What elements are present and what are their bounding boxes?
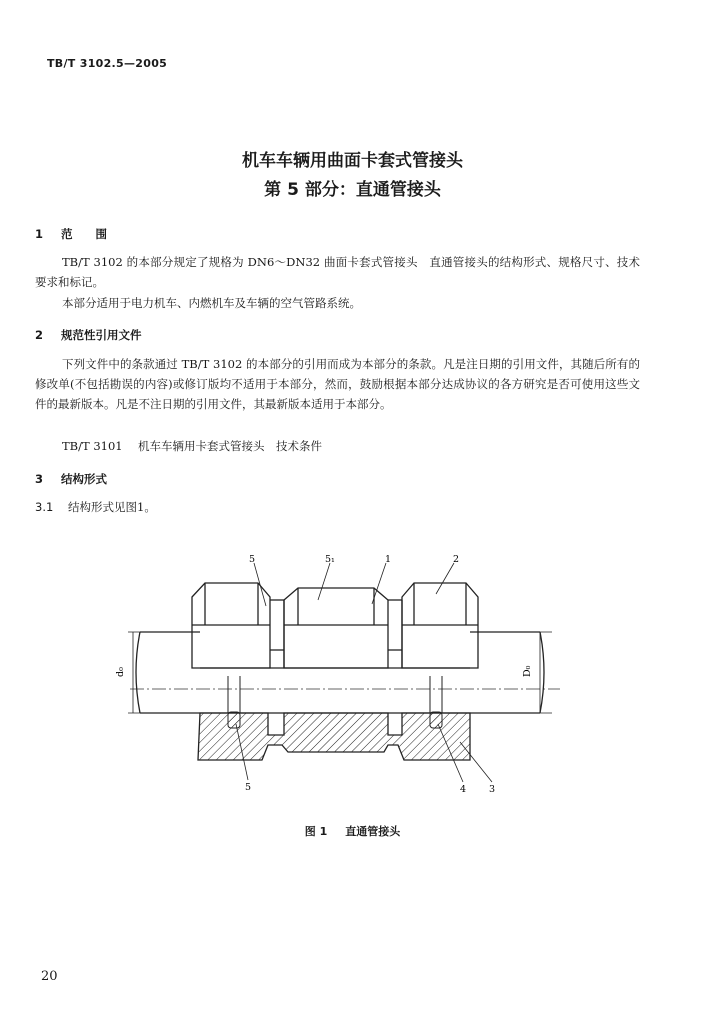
figure-caption bbox=[0, 823, 705, 839]
section-number: 2 bbox=[35, 328, 44, 342]
caption-title: 直通管接头 bbox=[345, 825, 401, 838]
subsection-text: 结构形式见图1。 bbox=[68, 500, 156, 514]
reference-title: 机车车辆用卡套式管接头 技术条件 bbox=[138, 439, 322, 453]
document-title: 机车车辆用曲面卡套式管接头 bbox=[242, 151, 463, 171]
label-4: 4 bbox=[460, 784, 467, 795]
part-title: 第 5 部分：直通管接头 bbox=[264, 180, 441, 200]
section-2-paragraph: 下列文件中的条款通过 TB/T 3102 的本部分的引用而成为本部分的条款。凡是注日期的引用文件，其随后所有的修改单(不包括勘误的内容)或修订版均不适用于本部分，然而，鼓励根据本部分达成协议的各方研究是否可使用这些文件的最新版本。凡是不注日期的引用文件，其最新版本适用于本部分。 bbox=[35, 357, 640, 411]
section-number: 1 bbox=[35, 227, 44, 241]
label-2: 2 bbox=[453, 554, 460, 565]
section-1-paragraph-1: TB/T 3102 的本部分规定了规格为 DN6～DN32 曲面卡套式管接头 直通管接头的结构形式、规格尺寸、技术要求和标记。 bbox=[35, 255, 640, 289]
label-5-bottom: 5 bbox=[245, 782, 252, 793]
section-title: 规范性引用文件 bbox=[61, 328, 142, 342]
standard-number-header: TB/T 3102.5—2005 bbox=[47, 57, 168, 70]
dim-label-right: D₀ bbox=[522, 665, 533, 677]
caption-number: 图 1 bbox=[304, 825, 328, 838]
label-3: 3 bbox=[489, 784, 496, 795]
dim-label-left: d₀ bbox=[115, 667, 126, 677]
label-5-top: 5 bbox=[249, 554, 256, 565]
section-1-paragraph-2: 本部分适用于电力机车、内燃机车及车辆的空气管路系统。 bbox=[62, 296, 361, 310]
reference-code: TB/T 3101 bbox=[62, 439, 123, 453]
section-number: 3 bbox=[35, 472, 44, 486]
section-title: 范 围 bbox=[61, 227, 107, 241]
label-1: 1 bbox=[385, 554, 392, 565]
label-5-1: 5₁ bbox=[325, 554, 335, 565]
subsection-number: 3.1 bbox=[35, 500, 54, 514]
page-number: 20 bbox=[41, 969, 58, 984]
section-title: 结构形式 bbox=[61, 472, 107, 486]
